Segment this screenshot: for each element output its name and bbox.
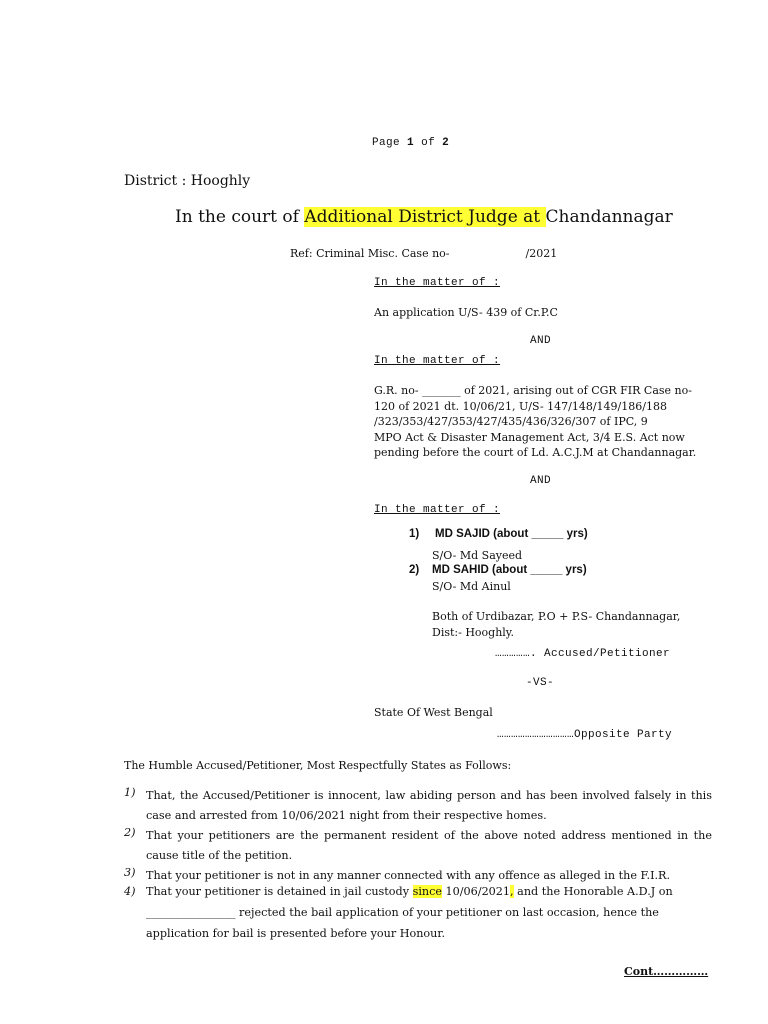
accused-2-number: 2) — [409, 564, 420, 576]
accused-1-name: MD SAJID (about _____ yrs) — [435, 528, 588, 540]
and-separator-1: AND — [530, 335, 552, 347]
gr-case-details: G.R. no- _______ of 2021, arising out of CGR FIR Case no- 120 of 2021 dt. 10/06/21, U/S- 147/148/149/186/188 /323/353/427/353/427/435/436/326/307 of IPC, 9 MPO Act & Disaster Management Act, 3/4 E.S. Act now pending before the court of Ld. A.C.J.M at Chandannagar. — [374, 384, 697, 459]
case-reference: Ref: Criminal Misc. Case no- /2021 — [290, 247, 558, 260]
state-name: State Of West Bengal — [374, 706, 493, 719]
point-4-line-3: application for bail is presented before your Honour. — [146, 927, 446, 940]
and-separator-2: AND — [530, 475, 552, 487]
point-3-text: That your petitioner is not in any manner connected with any offence as alleged in the F.I.R. — [146, 869, 671, 882]
accused-petitioner-label: ……………. Accused/Petitioner — [495, 648, 671, 660]
matter-heading-2: In the matter of : — [374, 355, 501, 367]
accused-1-number: 1) — [409, 528, 420, 540]
accused-1-relation: S/O- Md Sayeed — [432, 549, 523, 562]
comma-highlight: , — [510, 885, 514, 898]
point-2-number: 2) — [124, 826, 136, 839]
versus: -VS- — [526, 677, 555, 689]
accused-2-relation: S/O- Md Ainul — [432, 580, 511, 593]
accused-2-name: MD SAHID (about _____ yrs) — [432, 564, 587, 576]
point-4-number: 4) — [124, 885, 136, 898]
application-line: An application U/S- 439 of Cr.P.C — [374, 306, 558, 319]
point-1-number: 1) — [124, 786, 136, 799]
point-2-text: That your petitioners are the permanent resident of the above noted address mentioned in the cause title of the petition. — [146, 829, 712, 862]
page-number: Page 1 of 2 — [372, 137, 450, 149]
court-title: In the court of Additional District Judge at Chandannagar — [175, 207, 673, 227]
matter-heading-1: In the matter of : — [374, 277, 501, 289]
opposite-party-label: ……………………………Opposite Party — [497, 729, 673, 741]
continued-marker: Cont…………… — [624, 965, 709, 978]
point-4-line-1: That your petitioner is detained in jail custody since 10/06/2021, and the Honorable A.D.J on — [146, 885, 673, 898]
district-line: District : Hooghly — [124, 173, 251, 189]
since-highlight: since — [412, 885, 442, 898]
point-1-text: That, the Accused/Petitioner is innocent, law abiding person and has been involved falsely in this case and arrested from 10/06/2021 night from their respective homes. — [146, 789, 712, 822]
point-4-line-2: ________________ rejected the bail application of your petitioner on last occasion, hence the — [146, 906, 659, 919]
matter-heading-3: In the matter of : — [374, 504, 501, 516]
address-line-1: Both of Urdibazar, P.O + P.S- Chandannagar, — [432, 610, 681, 623]
humble-statement: The Humble Accused/Petitioner, Most Respectfully States as Follows: — [124, 759, 512, 772]
court-title-highlight: Additional District Judge at — [304, 207, 546, 227]
address-line-2: Dist:- Hooghly. — [432, 626, 515, 639]
point-3-number: 3) — [124, 866, 136, 879]
